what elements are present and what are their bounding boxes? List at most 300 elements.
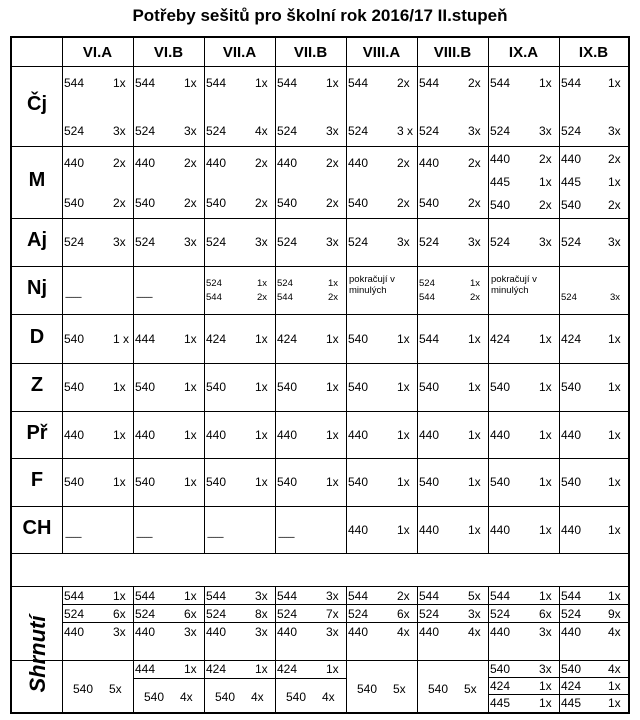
item-number: 524	[206, 278, 222, 289]
summary-count: 1x	[326, 662, 339, 676]
grid-hline	[12, 506, 628, 507]
summary-subline	[133, 678, 204, 679]
grid-hline	[12, 218, 628, 219]
class-header: VIII.B	[433, 44, 472, 61]
class-header: VI.A	[82, 44, 113, 61]
grid-vline	[488, 38, 489, 712]
grid-vline	[62, 38, 63, 712]
item-count: 3x	[397, 235, 410, 249]
item-number: 524	[135, 124, 156, 138]
item-count: 1x	[539, 331, 552, 346]
summary-count: 1x	[184, 589, 197, 603]
item-number: 524	[419, 235, 440, 249]
subject-label: F	[30, 469, 44, 491]
item-count: 2x	[113, 196, 126, 210]
item-count: 2x	[608, 198, 621, 212]
summary-number: 544	[561, 589, 582, 603]
summary-count: 1x	[539, 696, 552, 710]
item-count: 2x	[184, 156, 197, 170]
summary-label-text: Shrnutí	[25, 615, 50, 693]
item-number: 544	[135, 76, 156, 90]
item-count: 3x	[539, 124, 552, 138]
item-number: 440	[277, 427, 298, 442]
item-number: 540	[64, 331, 85, 346]
item-number: 440	[64, 427, 85, 442]
grid-vline	[275, 38, 276, 712]
item-number: 540	[206, 196, 227, 210]
summary-number: 524	[561, 607, 582, 621]
summary-count: 3x	[326, 625, 339, 639]
item-count: 1x	[326, 475, 339, 489]
item-count: 1x	[468, 522, 481, 537]
item-count: 3x	[608, 235, 621, 249]
item-count: 2x	[255, 156, 268, 170]
item-number: 540	[64, 380, 85, 394]
item-count: 1x	[608, 331, 621, 346]
item-count: 1x	[608, 427, 621, 442]
item-count: 3x	[539, 235, 552, 249]
item-count: 2x	[326, 156, 339, 170]
item-count: 2x	[539, 152, 552, 166]
summary-count: 6x	[113, 607, 126, 621]
item-count: 1x	[468, 427, 481, 442]
summary-count: 9x	[608, 607, 621, 621]
summary-number: 424	[561, 679, 582, 693]
item-number: 540	[561, 475, 582, 489]
item-number: 440	[490, 522, 511, 537]
summary-count: 4x	[608, 662, 621, 676]
item-count: 3x	[468, 235, 481, 249]
summary-subline	[559, 694, 628, 695]
item-count: 2x	[184, 196, 197, 210]
summary-number: 524	[490, 607, 511, 621]
grid-hline	[12, 586, 628, 587]
item-number: 544	[419, 331, 440, 346]
summary-count: 4x	[251, 690, 264, 704]
summary-number: 540	[428, 682, 449, 696]
item-number: 540	[490, 380, 511, 394]
item-number: 524	[277, 124, 298, 138]
subject-label: Nj	[27, 277, 47, 299]
item-count: 1x	[113, 475, 126, 489]
item-count: 2x	[397, 76, 410, 90]
empty-dash: --------	[278, 531, 294, 542]
item-count: 2x	[608, 152, 621, 166]
item-number: 540	[348, 331, 369, 346]
item-count: 1x	[397, 475, 410, 489]
grid-hline	[12, 66, 628, 67]
item-number: 524	[135, 235, 156, 249]
item-number: 440	[490, 152, 511, 166]
item-number: 524	[561, 235, 582, 249]
summary-number: 440	[64, 625, 85, 639]
item-number: 524	[277, 235, 298, 249]
summary-count: 3x	[326, 589, 339, 603]
summary-count: 6x	[539, 607, 552, 621]
summary-count: 3x	[184, 625, 197, 639]
item-number: 524	[490, 235, 511, 249]
summary-number: 544	[277, 589, 298, 603]
item-number: 524	[64, 235, 85, 249]
summary-count: 5x	[468, 589, 481, 603]
summary-count: 3x	[113, 625, 126, 639]
summary-subline	[275, 678, 346, 679]
item-count: 2x	[470, 292, 481, 303]
summary-count: 1x	[255, 662, 268, 676]
summary-count: 3x	[539, 625, 552, 639]
grid-hline	[12, 411, 628, 412]
summary-number: 424	[206, 662, 227, 676]
item-number: 424	[490, 331, 511, 346]
summary-number: 445	[561, 696, 582, 710]
item-count: 3x	[113, 235, 126, 249]
item-number: 440	[277, 156, 298, 170]
grid-hline	[12, 363, 628, 364]
summary-number: 524	[64, 607, 85, 621]
item-number: 524	[561, 124, 582, 138]
item-count: 3x	[255, 235, 268, 249]
item-count: 1 x	[113, 331, 130, 346]
summary-subline	[488, 694, 559, 695]
summary-number: 440	[490, 625, 511, 639]
item-count: 2x	[397, 196, 410, 210]
summary-number: 524	[206, 607, 227, 621]
item-number: 540	[64, 475, 85, 489]
grid-hline	[12, 458, 628, 459]
summary-count: 5x	[109, 682, 122, 696]
item-number: 540	[419, 196, 440, 210]
item-count: 1x	[184, 427, 197, 442]
item-number: 540	[348, 196, 369, 210]
item-count: 1x	[257, 278, 268, 289]
page-title: Potřeby sešitů pro školní rok 2016/17 II.stupeň	[132, 6, 508, 25]
item-number: 524	[64, 124, 85, 138]
summary-number: 544	[64, 589, 85, 603]
summary-number: 540	[561, 662, 582, 676]
item-count: 1x	[539, 427, 552, 442]
subject-label: Př	[26, 421, 48, 444]
item-number: 440	[561, 152, 582, 166]
summary-number: 540	[286, 690, 307, 704]
empty-dash: --------	[136, 531, 152, 542]
item-number: 440	[419, 427, 440, 442]
item-number: 445	[490, 175, 511, 189]
item-count: 3x	[608, 124, 621, 138]
item-count: 3x	[184, 235, 197, 249]
summary-count: 1x	[113, 589, 126, 603]
item-count: 2x	[255, 196, 268, 210]
item-count: 2x	[257, 292, 268, 303]
item-number: 540	[64, 196, 85, 210]
summary-count: 2x	[397, 589, 410, 603]
grid-hline	[12, 266, 628, 267]
item-count: 1x	[255, 475, 268, 489]
subject-label: D	[29, 325, 45, 348]
summary-count: 5x	[393, 682, 406, 696]
item-number: 524	[277, 278, 293, 289]
item-count: 3x	[326, 235, 339, 249]
summary-count: 5x	[464, 682, 477, 696]
class-header: IX.A	[508, 44, 539, 61]
summary-count: 3x	[255, 589, 268, 603]
item-count: 1x	[608, 522, 621, 537]
item-number: 524	[206, 124, 227, 138]
item-count: 2x	[397, 156, 410, 170]
summary-count: 4x	[322, 690, 335, 704]
item-count: 3x	[610, 292, 621, 303]
item-number: 544	[206, 292, 222, 303]
item-count: 1x	[326, 380, 339, 394]
summary-count: 4x	[608, 625, 621, 639]
summary-count: 7x	[326, 607, 339, 621]
summary-number: 544	[490, 589, 511, 603]
grid-vline	[346, 38, 347, 712]
item-count: 1x	[397, 380, 410, 394]
item-number: 544	[419, 76, 440, 90]
item-count: 3 x	[397, 124, 414, 138]
item-count: 1x	[470, 278, 481, 289]
grid-vline	[417, 38, 418, 712]
item-count: 1x	[539, 175, 552, 189]
summary-subline	[559, 677, 628, 678]
grid-hline	[12, 660, 628, 661]
item-count: 1x	[397, 427, 410, 442]
summary-count: 4x	[468, 625, 481, 639]
item-count: 1x	[255, 427, 268, 442]
summary-number: 440	[277, 625, 298, 639]
item-number: 440	[490, 427, 511, 442]
item-count: 2x	[113, 156, 126, 170]
item-number: 524	[490, 124, 511, 138]
item-count: 1x	[255, 76, 268, 90]
grid-hline	[12, 146, 628, 147]
summary-subline	[488, 677, 559, 678]
item-count: 1x	[397, 331, 410, 346]
item-number: 440	[348, 522, 369, 537]
subject-label: CH	[22, 516, 52, 539]
grid-vline	[133, 38, 134, 712]
summary-number: 540	[144, 690, 165, 704]
class-header: VII.B	[293, 44, 328, 61]
item-number: 540	[490, 475, 511, 489]
item-number: 540	[277, 196, 298, 210]
note-text: pokračují v minulých	[491, 274, 537, 296]
summary-count: 3x	[539, 662, 552, 676]
item-number: 440	[348, 156, 369, 170]
item-number: 524	[419, 278, 435, 289]
item-number: 544	[419, 292, 435, 303]
item-number: 544	[561, 76, 582, 90]
item-number: 424	[206, 331, 227, 346]
item-count: 2x	[468, 156, 481, 170]
item-count: 1x	[184, 331, 197, 346]
item-count: 1x	[608, 475, 621, 489]
item-count: 1x	[608, 76, 621, 90]
summary-count: 3x	[255, 625, 268, 639]
item-number: 444	[135, 331, 156, 346]
item-number: 540	[348, 380, 369, 394]
empty-dash: --------	[136, 292, 152, 303]
summary-number: 544	[135, 589, 156, 603]
item-count: 1x	[113, 427, 126, 442]
item-count: 1x	[326, 331, 339, 346]
class-header: VIII.A	[362, 44, 401, 61]
summary-number: 544	[348, 589, 369, 603]
item-count: 1x	[326, 427, 339, 442]
summary-number: 524	[419, 607, 440, 621]
item-count: 1x	[184, 475, 197, 489]
summary-subline	[62, 622, 628, 623]
item-count: 1x	[326, 76, 339, 90]
item-number: 440	[419, 522, 440, 537]
item-count: 1x	[184, 380, 197, 394]
summary-count: 6x	[397, 607, 410, 621]
item-count: 2x	[539, 198, 552, 212]
item-number: 540	[206, 380, 227, 394]
item-count: 1x	[608, 380, 621, 394]
summary-count: 3x	[468, 607, 481, 621]
summary-count: 4x	[397, 625, 410, 639]
item-count: 4x	[255, 124, 268, 138]
summary-number: 544	[419, 589, 440, 603]
item-number: 540	[561, 198, 582, 212]
summary-number: 445	[490, 696, 511, 710]
item-number: 440	[64, 156, 85, 170]
item-count: 1x	[539, 475, 552, 489]
item-count: 1x	[468, 380, 481, 394]
item-count: 1x	[328, 278, 339, 289]
item-number: 445	[561, 175, 582, 189]
summary-count: 6x	[184, 607, 197, 621]
subject-label: Aj	[27, 229, 47, 251]
item-number: 524	[348, 124, 369, 138]
item-number: 524	[348, 235, 369, 249]
subject-label: Čj	[27, 93, 47, 115]
item-number: 540	[490, 198, 511, 212]
item-number: 540	[135, 196, 156, 210]
summary-number: 540	[73, 682, 94, 696]
item-count: 2x	[468, 196, 481, 210]
empty-dash: --------	[65, 531, 81, 542]
class-header: VI.B	[153, 44, 184, 61]
item-number: 544	[348, 76, 369, 90]
note-text: pokračují v minulých	[349, 274, 395, 296]
empty-dash: --------	[65, 292, 81, 303]
summary-number: 424	[277, 662, 298, 676]
item-number: 440	[206, 427, 227, 442]
summary-count: 1x	[608, 696, 621, 710]
item-count: 1x	[113, 380, 126, 394]
item-number: 424	[561, 331, 582, 346]
item-count: 1x	[113, 76, 126, 90]
item-number: 544	[64, 76, 85, 90]
item-number: 544	[277, 292, 293, 303]
item-number: 540	[561, 380, 582, 394]
item-number: 540	[348, 475, 369, 489]
item-number: 440	[135, 427, 156, 442]
item-count: 1x	[539, 380, 552, 394]
item-count: 3x	[113, 124, 126, 138]
item-count: 2x	[328, 292, 339, 303]
item-count: 3x	[468, 124, 481, 138]
item-number: 540	[277, 475, 298, 489]
summary-subline	[204, 678, 275, 679]
item-number: 544	[490, 76, 511, 90]
summary-count: 1x	[608, 589, 621, 603]
summary-count: 1x	[608, 679, 621, 693]
item-count: 1x	[397, 522, 410, 537]
item-number: 524	[561, 292, 577, 303]
item-number: 540	[419, 475, 440, 489]
item-number: 424	[277, 331, 298, 346]
item-count: 1x	[539, 522, 552, 537]
item-count: 3x	[184, 124, 197, 138]
summary-number: 440	[206, 625, 227, 639]
summary-number: 524	[348, 607, 369, 621]
class-header: IX.B	[578, 44, 609, 61]
item-number: 524	[206, 235, 227, 249]
summary-number: 424	[490, 679, 511, 693]
item-number: 544	[206, 76, 227, 90]
summary-number: 524	[135, 607, 156, 621]
item-count: 1x	[539, 76, 552, 90]
summary-count: 1x	[539, 589, 552, 603]
summary-number: 540	[215, 690, 236, 704]
summary-number: 440	[561, 625, 582, 639]
item-number: 524	[419, 124, 440, 138]
item-count: 1x	[184, 76, 197, 90]
item-count: 1x	[468, 475, 481, 489]
item-number: 440	[561, 522, 582, 537]
summary-number: 540	[357, 682, 378, 696]
item-number: 440	[348, 427, 369, 442]
summary-number: 440	[348, 625, 369, 639]
item-number: 540	[135, 380, 156, 394]
subject-label: M	[28, 169, 46, 191]
subject-label: Z	[30, 374, 44, 396]
grid-vline	[204, 38, 205, 712]
item-count: 2x	[468, 76, 481, 90]
summary-number: 524	[277, 607, 298, 621]
summary-subline	[62, 604, 628, 605]
summary-number: 444	[135, 662, 156, 676]
item-count: 1x	[255, 331, 268, 346]
summary-count: 8x	[255, 607, 268, 621]
summary-number: 440	[419, 625, 440, 639]
class-header: VII.A	[222, 44, 257, 61]
summary-number: 540	[490, 662, 511, 676]
item-number: 540	[206, 475, 227, 489]
item-count: 1x	[468, 331, 481, 346]
grid-vline	[559, 38, 560, 712]
summary-label	[15, 596, 61, 712]
item-number: 440	[561, 427, 582, 442]
item-number: 544	[277, 76, 298, 90]
item-number: 440	[419, 156, 440, 170]
summary-count: 4x	[180, 690, 193, 704]
item-count: 1x	[608, 175, 621, 189]
item-number: 440	[135, 156, 156, 170]
item-number: 540	[277, 380, 298, 394]
summary-number: 544	[206, 589, 227, 603]
summary-count: 1x	[184, 662, 197, 676]
spacer-row	[12, 554, 628, 586]
supplies-table	[10, 36, 630, 714]
item-count: 1x	[255, 380, 268, 394]
summary-number: 440	[135, 625, 156, 639]
item-number: 540	[419, 380, 440, 394]
item-number: 540	[135, 475, 156, 489]
